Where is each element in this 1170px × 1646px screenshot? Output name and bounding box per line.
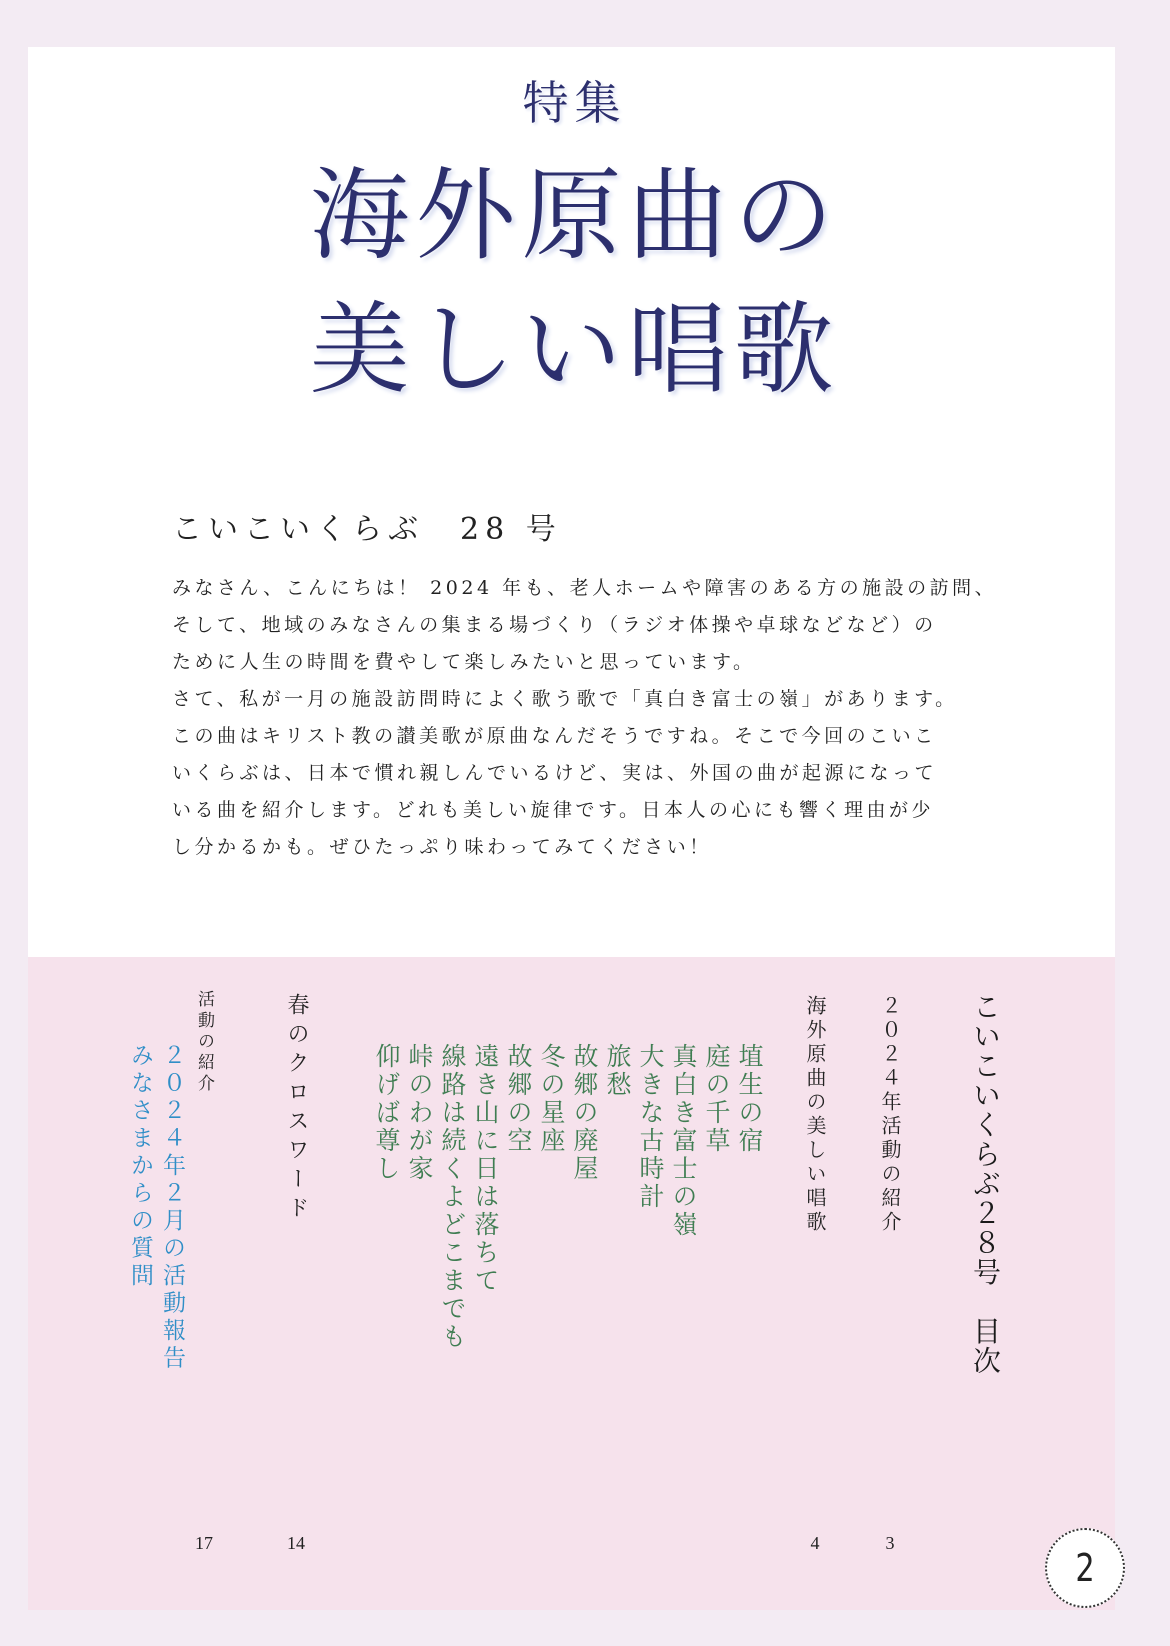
- song-item: 埴生の宿: [735, 1043, 764, 1155]
- feature-panel: [28, 47, 1115, 957]
- intro-line: さて、私が一月の施設訪問時によく歌う歌で「真白き富士の嶺」があります。: [172, 688, 958, 710]
- toc-entry-title: 活動の紹介: [194, 990, 214, 1095]
- intro-line: いくらぶは、日本で慣れ親しんでいるけど、実は、外国の曲が起源になって: [172, 762, 938, 784]
- intro-line: いる曲を紹介します。どれも美しい旋律です。日本人の心にも響く理由が少: [172, 799, 934, 821]
- intro-line: この曲はキリスト教の讃美歌が原曲なんだそうですね。そこで今回のこいこ: [172, 725, 937, 747]
- song-item: 冬の星座: [537, 1043, 566, 1155]
- feature-label: 特集: [522, 76, 627, 130]
- intro-line: ために人生の時間を費やして楽しみたいと思っています。: [172, 651, 756, 673]
- toc-subitem: みなさまからの質問: [127, 1043, 153, 1291]
- toc-heading: こいこいくらぶ２８号 目次: [969, 992, 1002, 1376]
- toc-entry-title: 海外原曲の美しい唱歌: [803, 995, 827, 1235]
- feature-title-line-1: 海外原曲の: [309, 157, 840, 274]
- song-item: 旅愁: [603, 1043, 632, 1099]
- song-item: 故郷の廃屋: [570, 1043, 599, 1183]
- song-item: 峠のわが家: [405, 1043, 434, 1183]
- toc-page-number: 3: [885, 1533, 895, 1553]
- toc-entry-title: 春のクロスワード: [284, 993, 309, 1225]
- song-item: 遠き山に日は落ちて: [471, 1043, 500, 1295]
- page-number: 2: [1075, 1546, 1095, 1590]
- activity-item-list: [124, 1043, 188, 1463]
- intro-line: し分かるかも。ぜひたっぷり味わってみてください！: [172, 836, 712, 858]
- song-item: 庭の千草: [702, 1043, 731, 1155]
- song-item: 仰げば尊し: [372, 1043, 401, 1183]
- toc-page-number: 14: [287, 1533, 305, 1553]
- page-number-badge: [1045, 1528, 1125, 1608]
- feature-title-line-2: 美しい唱歌: [309, 291, 840, 408]
- song-item: 線路は続くよどこまでも: [438, 1043, 467, 1351]
- toc-page-number: 4: [810, 1533, 820, 1553]
- toc-entry-title: ２０２４年活動の紹介: [878, 995, 902, 1235]
- song-item: 故郷の空: [504, 1043, 533, 1155]
- issue-title: こいこいくらぶ 28 号: [172, 512, 562, 547]
- song-item: 真白き富士の嶺: [669, 1043, 698, 1239]
- table-of-contents: [28, 957, 1115, 1610]
- intro-line: そして、地域のみなさんの集まる場づくり（ラジオ体操や卓球などなど）の: [172, 614, 937, 636]
- toc-subitem: ２０２４年２月の活動報告: [159, 1043, 185, 1373]
- intro-paragraph: [172, 570, 1102, 866]
- song-item: 大きな古時計: [636, 1043, 665, 1211]
- toc-page-number: 17: [195, 1533, 213, 1553]
- intro-line: みなさん、こんにちは！ 2024 年も、老人ホームや障害のある方の施設の訪問、: [172, 577, 998, 599]
- song-list: [370, 1043, 766, 1403]
